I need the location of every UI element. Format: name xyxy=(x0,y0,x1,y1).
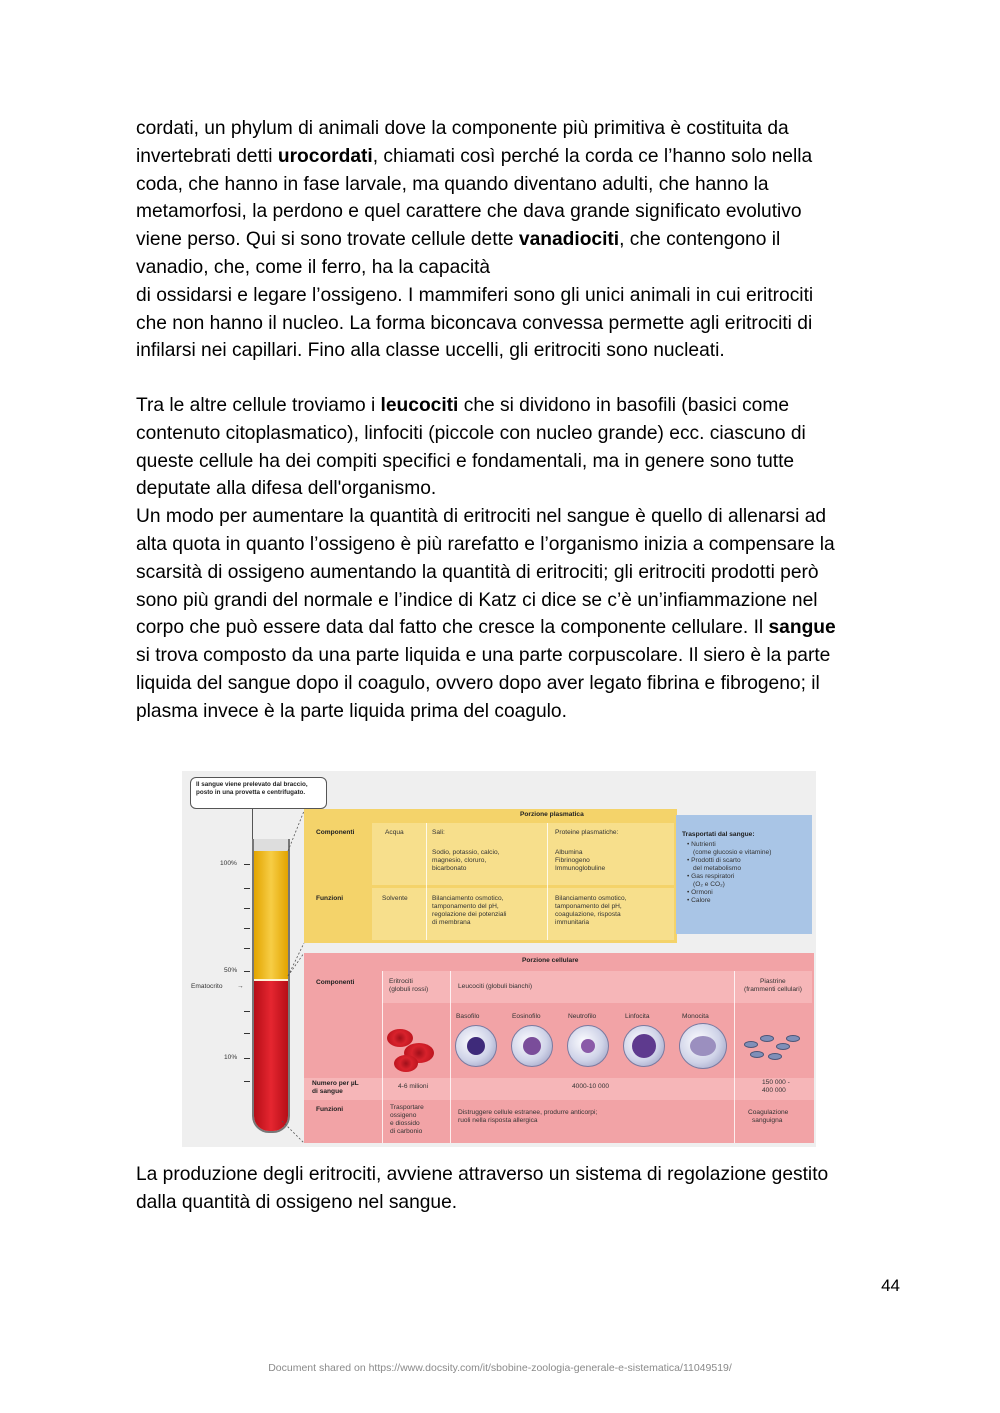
text-line: deputate alla difesa dell'organismo. xyxy=(136,478,437,500)
text-line: contenuto citoplasmatico), linfociti (piccole con nucleo grande) ecc. ciascuno di xyxy=(136,422,806,444)
cell-row-funzioni: Funzioni xyxy=(316,1106,344,1113)
transported-item: • Gas respiratori xyxy=(687,873,735,880)
proteine-title: Proteine plasmatiche: xyxy=(555,829,619,836)
connector-lines xyxy=(182,771,816,1147)
callout-text: Il sangue viene prelevato dal braccio, posto in una provetta e centrifugato. xyxy=(196,781,308,796)
text-line: viene perso. Qui si sono trovate cellule dette xyxy=(136,229,519,251)
leucociti-label: Leucociti (globuli bianchi) xyxy=(458,983,533,990)
funz-sali-line: Bilanciamento osmotico, xyxy=(432,895,504,902)
eritrociti-label: Eritrociti xyxy=(389,978,413,985)
funz-prot-line: Bilanciamento osmotico, xyxy=(555,895,627,902)
footer-source: Document shared on https://www.docsity.com/it/sbobine-zoologia-generale-e-sistematica/11049519/ xyxy=(268,1362,732,1374)
bold-term-sangue: sangue xyxy=(768,617,836,639)
sali-item: Sodio, potassio, calcio, xyxy=(432,849,500,856)
text-line: invertebrati detti xyxy=(136,145,278,167)
platelet-count: 150 000 - xyxy=(762,1079,790,1086)
funz-plt-line: sanguigna xyxy=(752,1117,783,1124)
plasma-header: Porzione plasmatica xyxy=(520,811,584,818)
text-line: Tra le altre cellule troviamo i xyxy=(136,395,381,416)
proteine-item: Albumina xyxy=(555,849,583,856)
transported-item: • Calore xyxy=(687,897,711,904)
funz-sali-line: di membrana xyxy=(432,919,471,926)
text-line: queste cellule ha dei compiti specifici e fondamentali, ma in genere sono tutte xyxy=(136,450,795,472)
text-line: plasma invece è la parte liquida prima del coagulo. xyxy=(136,700,567,722)
transported-item: (O₂ e CO₂) xyxy=(693,881,725,888)
hematocrit-label: Ematocrito xyxy=(191,983,223,990)
proteine-item: Immunoglobuline xyxy=(555,865,606,872)
transported-item: • Ormoni xyxy=(687,889,713,896)
funz-rbc-line: e diossido xyxy=(390,1120,420,1127)
transported-item: • Prodotti di scarto xyxy=(687,857,741,864)
platelet-count-line2: 400 000 xyxy=(762,1087,786,1094)
text-line: scarsità di ossigeno aumentando la quantità di eritrociti; gli eritrociti prodotti però xyxy=(136,561,819,583)
basofilo-label: Basofilo xyxy=(456,1013,480,1020)
proteine-item: Fibrinogeno xyxy=(555,857,590,864)
scale-50: 50% xyxy=(224,967,238,974)
acqua-label: Acqua xyxy=(385,829,404,836)
sali-item: magnesio, cloruro, xyxy=(432,857,487,864)
funz-prot-line: tamponamento del pH, xyxy=(555,903,622,910)
text-line: che si dividono in basofili (basici come xyxy=(458,395,790,416)
text-line: cordati, un phylum di animali dove la componente più primitiva è costituita da xyxy=(136,118,789,139)
funz-sali-line: tamponamento del pH, xyxy=(432,903,499,910)
plasma-row-componenti: Componenti xyxy=(316,829,355,836)
text-line: infilarsi nei capillari. Fino alla classe uccelli, gli eritrociti sono nucleati. xyxy=(136,340,725,362)
sali-item: bicarbonato xyxy=(432,865,467,872)
count-label: Numero per µL xyxy=(312,1080,359,1087)
blood-composition-figure xyxy=(182,771,816,1147)
transported-item: • Nutrienti xyxy=(687,841,716,848)
monocita-label: Monocita xyxy=(682,1013,709,1020)
funz-wbc-line: Distruggere cellule estranee, produrre anticorpi; xyxy=(458,1109,598,1116)
text-line: si trova composto da una parte liquida e una parte corpuscolare. Il siero è la parte xyxy=(136,645,831,667)
text-line: che non hanno il nucleo. La forma biconcava convessa permette agli eritrociti di xyxy=(136,312,813,334)
text-line: La produzione degli eritrociti, avviene attraverso un sistema di regolazione gestito xyxy=(136,1164,829,1185)
text-line: di ossidarsi e legare l’ossigeno. I mammiferi sono gli unici animali in cui eritrociti xyxy=(136,284,814,306)
text-line: , chiamati così perché la corda ce l’hanno solo nella xyxy=(372,145,813,167)
funz-rbc-line: Trasportare xyxy=(390,1104,424,1111)
cell-row-componenti: Componenti xyxy=(316,979,355,986)
text-line: Un modo per aumentare la quantità di eritrociti nel sangue è quello di allenarsi ad xyxy=(136,506,827,528)
text-line: vanadio, che, come il ferro, ha la capacità xyxy=(136,256,491,278)
paragraph-1 xyxy=(136,115,916,365)
arrow-right-icon: → xyxy=(237,983,244,990)
funz-prot-line: coagulazione, risposta xyxy=(555,911,621,918)
text-line: dalla quantità di ossigeno nel sangue. xyxy=(136,1191,458,1213)
bold-term-leucociti: leucociti xyxy=(380,395,459,416)
paragraph-3 xyxy=(136,1161,916,1217)
scale-100: 100% xyxy=(220,860,237,867)
text-line: metamorfosi, la perdono e quel carattere che dava grande significato evolutivo xyxy=(136,201,802,223)
text-line: liquida del sangue dopo il coagulo, ovvero dopo aver legato fibrina e fibrogeno; il xyxy=(136,672,820,694)
page-number: 44 xyxy=(881,1276,900,1295)
bold-term-urocordati: urocordati xyxy=(277,145,373,167)
paragraph-2 xyxy=(136,392,916,726)
scale-10: 10% xyxy=(224,1054,238,1061)
funz-prot-line: immunitaria xyxy=(555,919,590,926)
text-line: coda, che hanno in fase larvale, ma quando diventano adulti, che hanno la xyxy=(136,173,769,195)
funz-sali-line: regolazione dei potenziali xyxy=(432,911,507,918)
piastrine-label: Piastrine xyxy=(760,978,786,985)
solvente-label: Solvente xyxy=(382,895,408,902)
neutrofilo-label: Neutrofilo xyxy=(568,1013,597,1020)
funz-plt-line: Coagulazione xyxy=(748,1109,789,1116)
text-line: sono più grandi del normale e l’indice di Katz ci dice se c’è un’infiammazione nel xyxy=(136,589,818,611)
transported-item: (come glucosio e vitamine) xyxy=(693,849,772,856)
text-line: corpo che può essere data dal fatto che cresce la componente cellulare. Il xyxy=(136,617,769,639)
rbc-count: 4-6 milioni xyxy=(398,1083,429,1090)
plasma-row-funzioni: Funzioni xyxy=(316,895,344,902)
text-line: alta quota in quanto l’ossigeno è più rarefatto e l’organismo inizia a compensare la xyxy=(136,533,835,555)
wbc-count: 4000-10 000 xyxy=(572,1083,610,1090)
transported-item: del metabolismo xyxy=(693,865,742,872)
bold-term-vanadiociti: vanadiociti xyxy=(518,229,620,251)
funz-rbc-line: ossigeno xyxy=(390,1112,417,1119)
funz-wbc-line: ruoli nella risposta allergica xyxy=(458,1117,538,1124)
funz-rbc-line: di carbonio xyxy=(390,1128,423,1135)
count-sublabel: di sangue xyxy=(312,1088,343,1095)
eritrociti-sublabel: (globuli rossi) xyxy=(389,986,429,993)
cellular-header: Porzione cellulare xyxy=(522,957,579,964)
linfocita-label: Linfocita xyxy=(625,1013,650,1020)
sali-title: Sali: xyxy=(432,829,445,836)
piastrine-sublabel: (frammenti cellulari) xyxy=(744,986,802,993)
transported-title: Trasportati dal sangue: xyxy=(682,831,755,838)
text-line: , che contengono il xyxy=(619,229,781,251)
eosinofilo-label: Eosinofilo xyxy=(512,1013,541,1020)
